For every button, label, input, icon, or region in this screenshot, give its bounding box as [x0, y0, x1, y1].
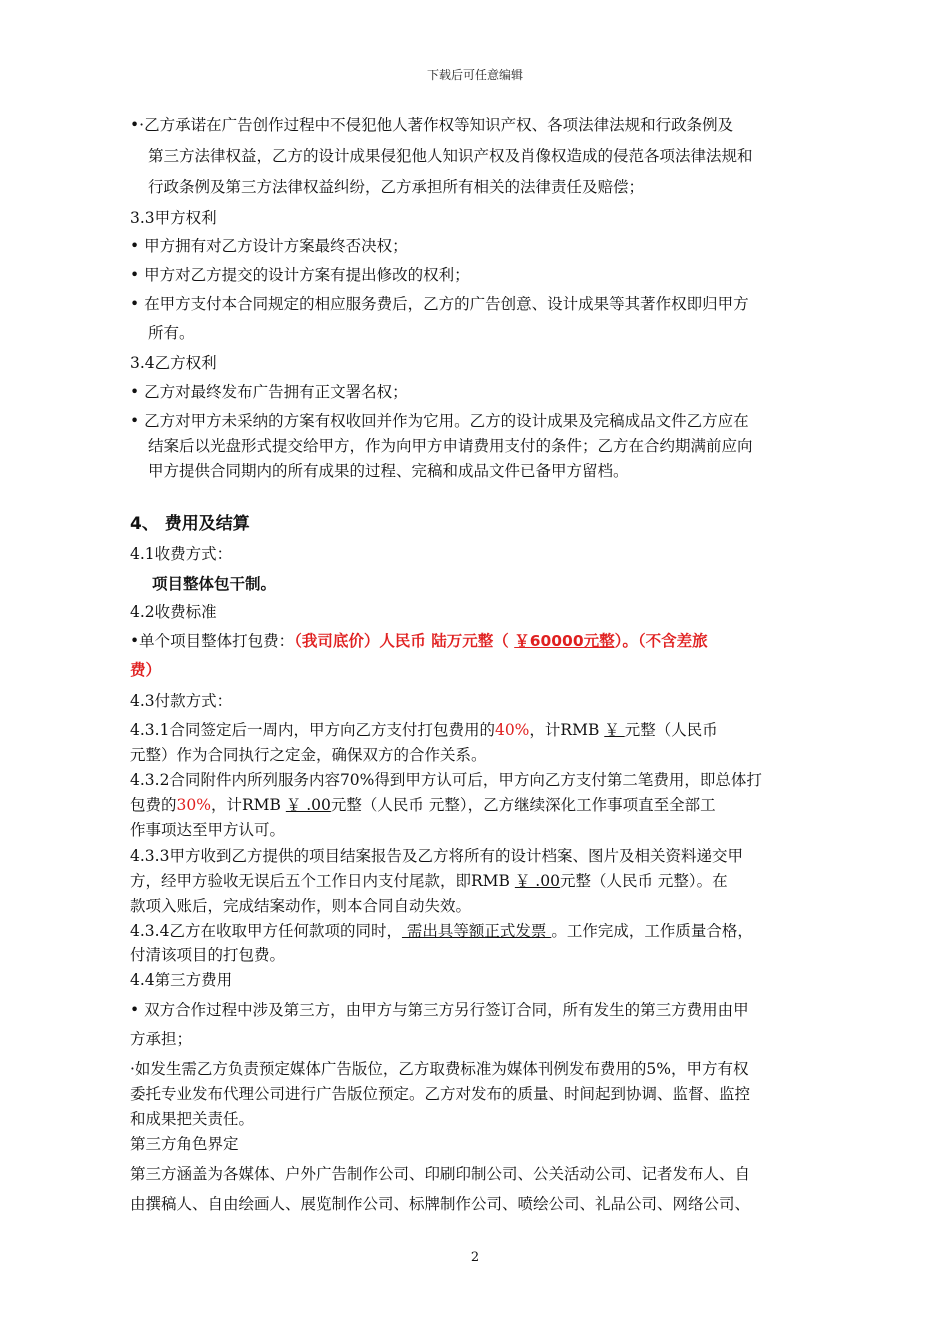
text-line: 方承担；: [130, 1030, 193, 1048]
list-item: • 甲方对乙方提交的设计方案有提出修改的权利；: [130, 266, 470, 284]
text-line: 元整）作为合同执行之定金，确保双方的合作关系。: [130, 746, 487, 764]
text-line: [130, 795, 716, 815]
text-line: [130, 921, 753, 941]
list-item: • 双方合作过程中涉及第三方，由甲方与第三方另行签订合同，所有发生的第三方费用由甲: [130, 1001, 749, 1019]
text-line: 款项入账后，完成结案动作，则本合同自动失效。: [130, 897, 472, 915]
text-line: 4.3.2合同附件内所列服务内容70%得到甲方认可后，甲方向乙方支付第二笔费用，即总体打: [130, 771, 762, 789]
text-line: 第三方涵盖为各媒体、户外广告制作公司、印刷印制公司、公关活动公司、记者发布人、自: [130, 1165, 751, 1183]
text-line: 和成果把关责任。: [130, 1110, 255, 1128]
section-heading: 第三方角色界定: [130, 1135, 239, 1153]
text-line: [130, 871, 728, 891]
text-span: 。工作完成，工作质量合格，: [551, 922, 753, 940]
list-item: • 乙方对甲方未采纳的方案有权收回并作为它用。乙方的设计成果及完稿成品文件乙方应在: [130, 412, 749, 430]
text-line: 费）: [130, 661, 162, 679]
text-line: •·乙方承诺在广告创作过程中不侵犯他人著作权等知识产权、各项法律法规和行政条例及: [130, 116, 734, 134]
text-span: 包费的: [130, 796, 177, 814]
text-line: 行政条例及第三方法律权益纠纷，乙方承担所有相关的法律责任及赔偿；: [148, 178, 645, 196]
section-heading: 3.3甲方权利: [130, 209, 217, 227]
text-line: 作事项达至甲方认可。: [130, 821, 286, 839]
text-span: 元整（人民币 元整）。在: [559, 872, 728, 890]
section-heading: 4.4第三方费用: [130, 971, 233, 989]
text-line: 委托专业发布代理公司进行广告版位预定。乙方对发布的质量、时间起到协调、监督、监控: [130, 1085, 751, 1103]
text-span: 4.3.1合同签定后一周内，甲方向乙方支付打包费用的: [130, 721, 495, 739]
text-line: [130, 720, 718, 740]
text-span: 元整（人民币 元整），乙方继续深化工作事项直至全部工: [330, 796, 716, 814]
fee-amount-figure: ￥60000元整: [514, 632, 615, 650]
text-span: 方，经甲方验收无误后五个工作日内支付尾款，即RMB: [130, 872, 515, 890]
text-line: 甲方提供合同期内的所有成果的过程、完稿和成品文件已备甲方留档。: [148, 462, 629, 480]
text-line: ·如发生需乙方负责预定媒体广告版位，乙方取费标准为媒体刊例发布费用的5%，甲方有权: [130, 1060, 749, 1078]
list-item: • 甲方拥有对乙方设计方案最终否决权；: [130, 237, 408, 255]
percent-value: 40%: [494, 721, 530, 739]
text-span: 4.3.4乙方在收取甲方任何款项的同时，: [130, 922, 402, 940]
text-line: 第三方法律权益，乙方的设计成果侵犯他人知识产权及肖像权造成的侵范各项法律法规和: [148, 147, 753, 165]
fee-amount-text: （我司底价）人民币 陆万元整（: [294, 632, 515, 650]
section-title: 4、 费用及结算: [130, 514, 250, 534]
fee-amount-note: ）。（不含差旅: [614, 632, 708, 650]
text-span: ，计RMB: [210, 796, 286, 814]
text-span: ，计RMB: [529, 721, 605, 739]
text-line: 所有。: [148, 324, 195, 342]
section-heading: 3.4乙方权利: [130, 354, 217, 372]
list-item: • 乙方对最终发布广告拥有正文署名权；: [130, 383, 408, 401]
text-line: [130, 631, 708, 651]
text-line: 4.3.3甲方收到乙方提供的项目结案报告及乙方将所有的设计档案、图片及相关资料递交甲: [130, 847, 743, 865]
page-number: 2: [470, 1250, 480, 1265]
page-header: 下载后可任意编辑: [426, 68, 523, 82]
amount-blank: ￥ .00: [285, 796, 331, 814]
text-line: 由撰稿人、自由绘画人、展览制作公司、标牌制作公司、喷绘公司、礼品公司、网络公司、: [130, 1195, 751, 1213]
text-line: 结案后以光盘形式提交给甲方，作为向甲方申请费用支付的条件；乙方在合约期满前应向: [148, 437, 753, 455]
text-line: 付清该项目的打包费。: [130, 946, 286, 964]
amount-blank: ￥ .00: [514, 872, 560, 890]
text-line: 4.1收费方式：: [130, 545, 233, 563]
list-item: • 在甲方支付本合同规定的相应服务费后，乙方的广告创意、设计成果等其著作权即归甲方: [130, 295, 749, 313]
percent-value: 30%: [176, 796, 211, 814]
section-heading: 4.3付款方式：: [130, 692, 233, 710]
invoice-requirement: 需出具等额正式发票: [401, 922, 552, 940]
fee-label: •单个项目整体打包费：: [130, 632, 295, 650]
amount-blank: ￥: [604, 721, 625, 739]
section-heading: 4.2收费标准: [130, 603, 217, 621]
text-line: 项目整体包干制。: [152, 575, 277, 593]
text-span: 元整（人民币: [624, 721, 718, 739]
